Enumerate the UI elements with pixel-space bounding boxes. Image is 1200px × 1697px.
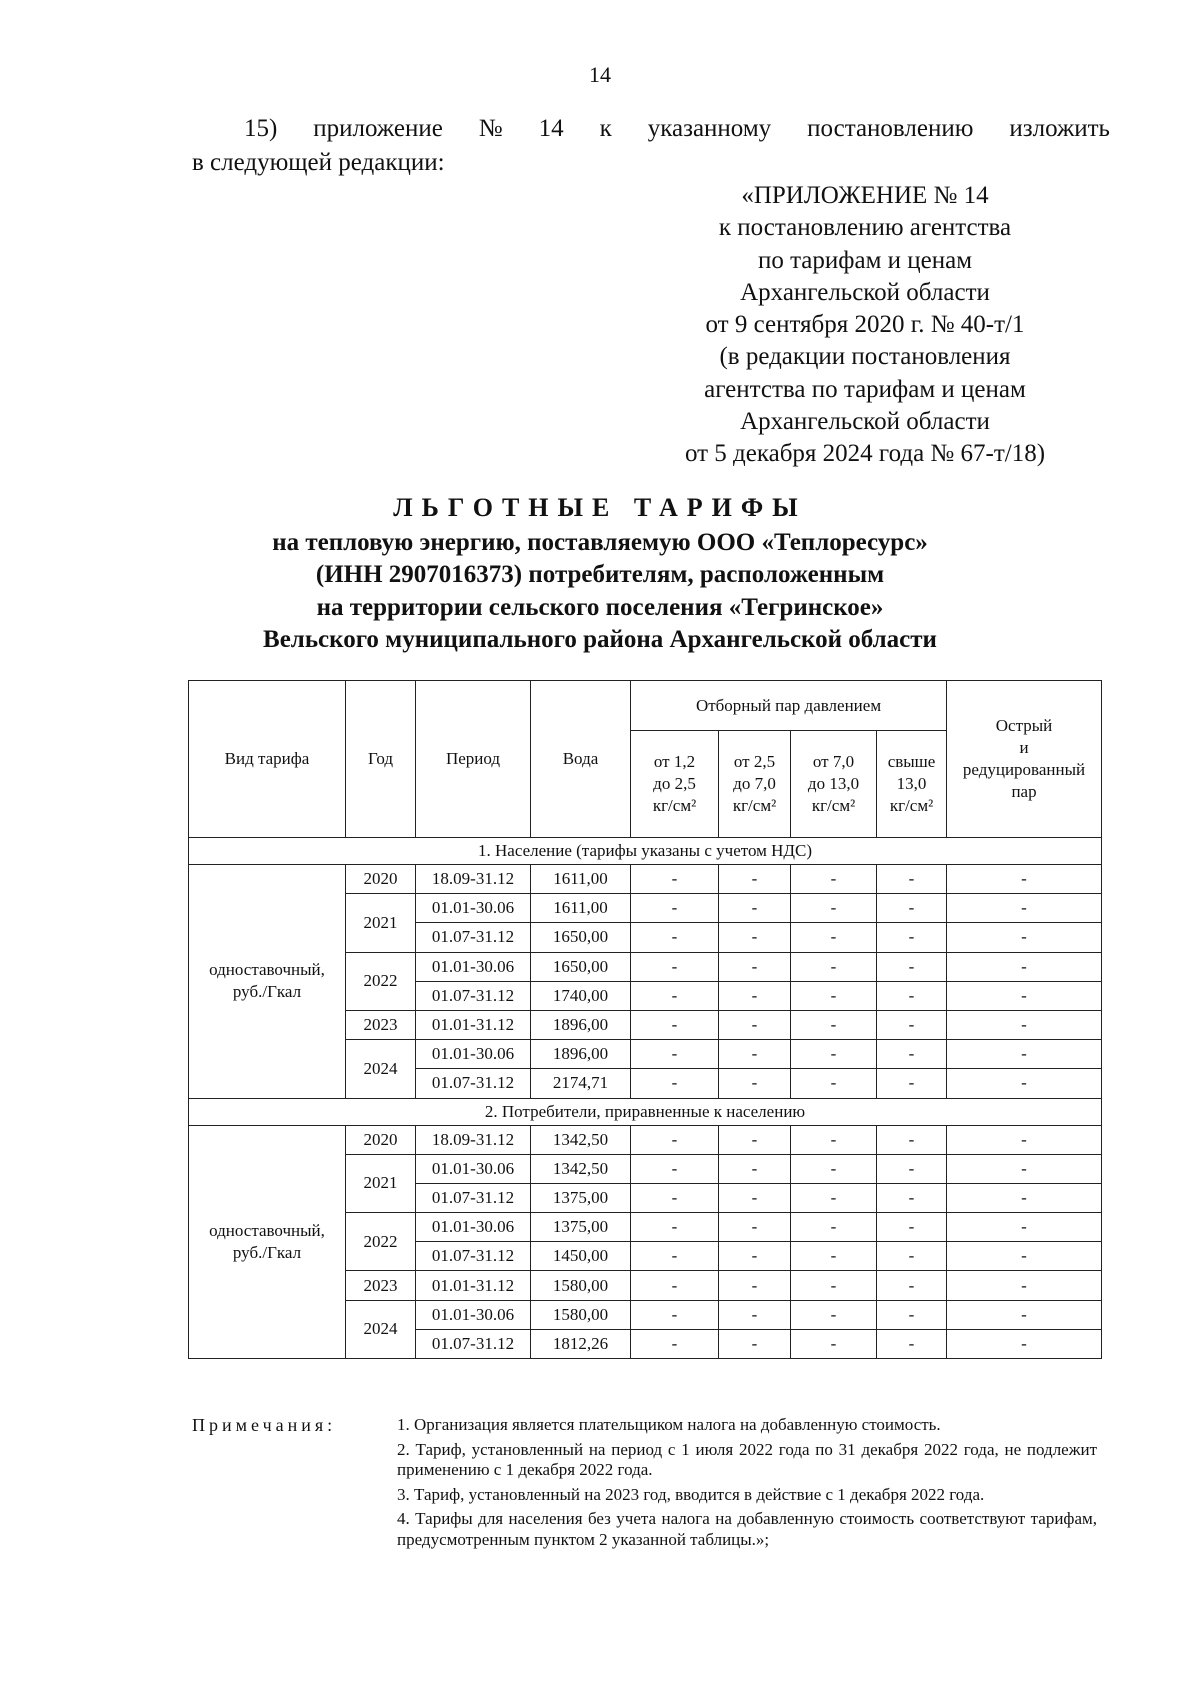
steam-cell: - xyxy=(791,923,877,952)
tariff-table xyxy=(188,680,1102,1359)
header-steam-2: от 2,5 до 7,0 кг/см² xyxy=(719,731,791,838)
intro-word: приложение xyxy=(313,115,443,142)
steam-cell: - xyxy=(631,1125,719,1154)
intro-word: 14 xyxy=(538,115,564,142)
steam-cell: - xyxy=(719,1125,791,1154)
period-cell: 18.09-31.12 xyxy=(416,865,531,894)
steam-cell: - xyxy=(719,1069,791,1098)
appendix-line: Архангельской области xyxy=(740,278,990,306)
water-cell: 1611,00 xyxy=(531,865,631,894)
sharp-steam-cell: - xyxy=(947,981,1102,1010)
document-title xyxy=(180,492,1020,657)
appendix-line: от 9 сентября 2020 г. № 40-т/1 xyxy=(705,311,1025,339)
water-cell: 1375,00 xyxy=(531,1213,631,1242)
steam-cell: - xyxy=(877,1271,947,1300)
intro-word: изложить xyxy=(1009,115,1110,142)
header-year: Год xyxy=(346,681,416,838)
appendix-line: по тарифам и ценам xyxy=(757,246,973,274)
header-period: Период xyxy=(416,681,531,838)
period-cell: 01.07-31.12 xyxy=(416,1242,531,1271)
steam-cell: - xyxy=(631,981,719,1010)
period-cell: 01.07-31.12 xyxy=(416,1069,531,1098)
sharp-steam-cell: - xyxy=(947,1300,1102,1329)
appendix-line: «ПРИЛОЖЕНИЕ № 14 xyxy=(741,182,989,209)
period-cell: 01.07-31.12 xyxy=(416,1183,531,1212)
period-cell: 01.07-31.12 xyxy=(416,981,531,1010)
appendix-header xyxy=(640,180,1090,471)
steam-cell: - xyxy=(631,865,719,894)
period-cell: 01.01-30.06 xyxy=(416,894,531,923)
water-cell: 1580,00 xyxy=(531,1300,631,1329)
water-cell: 1650,00 xyxy=(531,952,631,981)
header-steam-3: от 7,0 до 13,0 кг/см² xyxy=(791,731,877,838)
period-cell: 01.01-30.06 xyxy=(416,1040,531,1069)
steam-cell: - xyxy=(791,952,877,981)
steam-cell: - xyxy=(877,1154,947,1183)
steam-cell: - xyxy=(631,1040,719,1069)
sharp-steam-cell: - xyxy=(947,894,1102,923)
steam-cell: - xyxy=(631,952,719,981)
year-cell: 2022 xyxy=(346,952,416,1010)
intro-word: указанному xyxy=(647,115,772,142)
title-line: Вельского муниципального района Архангельской области xyxy=(263,626,937,653)
steam-cell: - xyxy=(631,894,719,923)
steam-cell: - xyxy=(719,1183,791,1212)
year-cell: 2024 xyxy=(346,1300,416,1358)
tariff-type-cell: одноставочный, руб./Гкал xyxy=(189,865,346,1099)
steam-cell: - xyxy=(631,1154,719,1183)
steam-cell: - xyxy=(877,1069,947,1098)
steam-cell: - xyxy=(719,865,791,894)
year-cell: 2022 xyxy=(346,1213,416,1271)
steam-cell: - xyxy=(877,1010,947,1039)
steam-cell: - xyxy=(631,1010,719,1039)
year-cell: 2023 xyxy=(346,1010,416,1039)
appendix-line: (в редакции постановления xyxy=(719,343,1011,371)
sharp-steam-cell: - xyxy=(947,1010,1102,1039)
water-cell: 1450,00 xyxy=(531,1242,631,1271)
steam-cell: - xyxy=(877,981,947,1010)
steam-cell: - xyxy=(719,1154,791,1183)
sharp-steam-cell: - xyxy=(947,1069,1102,1098)
period-cell: 18.09-31.12 xyxy=(416,1125,531,1154)
water-cell: 1650,00 xyxy=(531,923,631,952)
water-cell: 1342,50 xyxy=(531,1125,631,1154)
steam-cell: - xyxy=(719,1213,791,1242)
sharp-steam-cell: - xyxy=(947,1329,1102,1358)
steam-cell: - xyxy=(791,1329,877,1358)
steam-cell: - xyxy=(791,1069,877,1098)
steam-cell: - xyxy=(719,981,791,1010)
sharp-steam-cell: - xyxy=(947,1271,1102,1300)
steam-cell: - xyxy=(877,1213,947,1242)
steam-cell: - xyxy=(791,1010,877,1039)
intro-word: 15) xyxy=(244,115,278,142)
steam-cell: - xyxy=(791,1242,877,1271)
year-cell: 2020 xyxy=(346,865,416,894)
page-number: 14 xyxy=(589,62,611,87)
steam-cell: - xyxy=(877,1183,947,1212)
sharp-steam-cell: - xyxy=(947,923,1102,952)
steam-cell: - xyxy=(631,1213,719,1242)
water-cell: 2174,71 xyxy=(531,1069,631,1098)
steam-cell: - xyxy=(631,1271,719,1300)
header-tariff-type: Вид тарифа xyxy=(189,681,346,838)
period-cell: 01.01-30.06 xyxy=(416,1154,531,1183)
sharp-steam-cell: - xyxy=(947,1213,1102,1242)
appendix-line: к постановлению агентства xyxy=(718,214,1012,242)
intro-word: № xyxy=(478,115,503,142)
water-cell: 1896,00 xyxy=(531,1010,631,1039)
steam-cell: - xyxy=(631,923,719,952)
period-cell: 01.01-30.06 xyxy=(416,952,531,981)
sharp-steam-cell: - xyxy=(947,865,1102,894)
steam-cell: - xyxy=(877,1242,947,1271)
water-cell: 1896,00 xyxy=(531,1040,631,1069)
intro-paragraph xyxy=(192,112,1110,180)
steam-cell: - xyxy=(877,865,947,894)
steam-cell: - xyxy=(791,1154,877,1183)
period-cell: 01.07-31.12 xyxy=(416,923,531,952)
steam-cell: - xyxy=(791,865,877,894)
steam-cell: - xyxy=(877,1125,947,1154)
steam-cell: - xyxy=(719,923,791,952)
steam-cell: - xyxy=(719,894,791,923)
title-main: ЛЬГОТНЫЕ ТАРИФЫ xyxy=(393,493,807,522)
water-cell: 1740,00 xyxy=(531,981,631,1010)
year-cell: 2023 xyxy=(346,1271,416,1300)
year-cell: 2020 xyxy=(346,1125,416,1154)
header-steam-4: свыше 13,0 кг/см² xyxy=(877,731,947,838)
note-item: 1. Организация является плательщиком налога на добавленную стоимость. xyxy=(397,1415,941,1434)
year-cell: 2024 xyxy=(346,1040,416,1098)
tariff-type-cell: одноставочный, руб./Гкал xyxy=(189,1125,346,1359)
intro-line-1 xyxy=(192,112,1110,146)
section-header: 1. Население (тарифы указаны с учетом НДС) xyxy=(189,838,1102,865)
steam-cell: - xyxy=(791,1213,877,1242)
notes-list xyxy=(397,1415,1097,1554)
steam-cell: - xyxy=(719,1010,791,1039)
sharp-steam-cell: - xyxy=(947,952,1102,981)
water-cell: 1580,00 xyxy=(531,1271,631,1300)
note-item: 3. Тариф, установленный на 2023 год, вводится в действие с 1 декабря 2022 года. xyxy=(397,1484,985,1504)
appendix-line: агентства по тарифам и ценам xyxy=(704,375,1026,403)
tariff-table-body xyxy=(189,838,1102,1359)
steam-cell: - xyxy=(719,1040,791,1069)
steam-cell: - xyxy=(631,1069,719,1098)
table-row xyxy=(189,865,1102,894)
steam-cell: - xyxy=(791,1125,877,1154)
sharp-steam-cell: - xyxy=(947,1040,1102,1069)
steam-cell: - xyxy=(631,1183,719,1212)
steam-cell: - xyxy=(877,1040,947,1069)
steam-cell: - xyxy=(631,1242,719,1271)
intro-word: к xyxy=(599,115,612,142)
title-line: (ИНН 2907016373) потребителям, расположенным xyxy=(315,561,885,588)
intro-word: постановлению xyxy=(807,115,974,142)
steam-cell: - xyxy=(719,1271,791,1300)
water-cell: 1611,00 xyxy=(531,894,631,923)
steam-cell: - xyxy=(631,1300,719,1329)
steam-cell: - xyxy=(877,923,947,952)
header-steam-1: от 1,2 до 2,5 кг/см² xyxy=(631,731,719,838)
steam-cell: - xyxy=(719,1329,791,1358)
water-cell: 1342,50 xyxy=(531,1154,631,1183)
section-header: 2. Потребители, приравненные к населению xyxy=(189,1098,1102,1125)
steam-cell: - xyxy=(791,894,877,923)
sharp-steam-cell: - xyxy=(947,1242,1102,1271)
steam-cell: - xyxy=(877,952,947,981)
steam-cell: - xyxy=(719,1300,791,1329)
notes-label: Примечания: xyxy=(192,1415,337,1435)
year-cell: 2021 xyxy=(346,1154,416,1212)
header-water: Вода xyxy=(531,681,631,838)
header-sharp-steam: Острый и редуцированный пар xyxy=(947,681,1102,838)
steam-cell: - xyxy=(791,1183,877,1212)
period-cell: 01.01-31.12 xyxy=(416,1010,531,1039)
steam-cell: - xyxy=(719,1242,791,1271)
steam-cell: - xyxy=(877,1329,947,1358)
steam-cell: - xyxy=(791,1271,877,1300)
period-cell: 01.07-31.12 xyxy=(416,1329,531,1358)
title-line: на территории сельского поселения «Тегринское» xyxy=(316,593,884,621)
sharp-steam-cell: - xyxy=(947,1183,1102,1212)
steam-cell: - xyxy=(631,1329,719,1358)
steam-cell: - xyxy=(791,981,877,1010)
note-item: 2. Тариф, установленный на период с 1 июля 2022 года по 31 декабря 2022 года, не подлежит применению с 1 декабря 2022 года. xyxy=(397,1439,1097,1479)
period-cell: 01.01-30.06 xyxy=(416,1300,531,1329)
period-cell: 01.01-31.12 xyxy=(416,1271,531,1300)
appendix-line: Архангельской области xyxy=(740,408,990,436)
intro-line-2: в следующей редакции: xyxy=(192,149,445,176)
steam-cell: - xyxy=(791,1300,877,1329)
sharp-steam-cell: - xyxy=(947,1125,1102,1154)
year-cell: 2021 xyxy=(346,894,416,952)
steam-cell: - xyxy=(877,894,947,923)
appendix-line: от 5 декабря 2024 года № 67-т/18) xyxy=(684,440,1046,468)
water-cell: 1375,00 xyxy=(531,1183,631,1212)
table-row xyxy=(189,1125,1102,1154)
period-cell: 01.01-30.06 xyxy=(416,1213,531,1242)
note-item: 4. Тарифы для населения без учета налога на добавленную стоимость соответствуют тарифам, предусмотренным пунктом 2 указанной таблицы.»; xyxy=(397,1509,1097,1549)
title-line: на тепловую энергию, поставляемую ООО «Теплоресурс» xyxy=(272,528,928,556)
water-cell: 1812,26 xyxy=(531,1329,631,1358)
steam-cell: - xyxy=(877,1300,947,1329)
sharp-steam-cell: - xyxy=(947,1154,1102,1183)
steam-cell: - xyxy=(719,952,791,981)
header-steam-group: Отборный пар давлением xyxy=(631,681,947,731)
steam-cell: - xyxy=(791,1040,877,1069)
